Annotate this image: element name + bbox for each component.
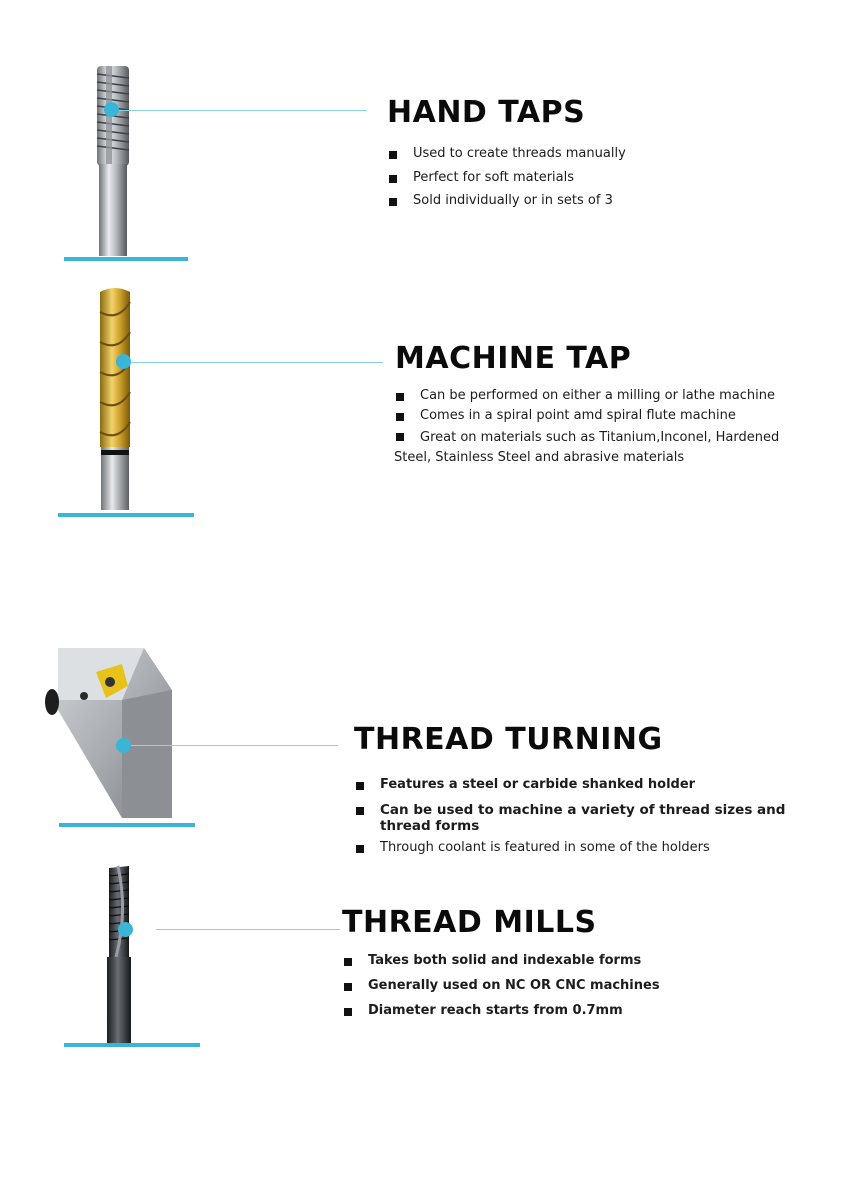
bullet-item: Great on materials such as Titanium,Inconel, Hardened Steel, Stainless Steel and abrasive materials [394, 430, 780, 465]
bullet-item: Comes in a spiral point amd spiral flute machine [394, 408, 804, 423]
bullet-item: Can be performed on either a milling or lathe machine [394, 388, 804, 403]
square-bullet-icon [344, 958, 352, 966]
callout-line [156, 929, 340, 930]
section-title: THREAD MILLS [342, 905, 597, 940]
section-title: THREAD TURNING [354, 722, 663, 757]
square-bullet-icon [356, 782, 364, 790]
bullet-list [387, 146, 827, 208]
bullet-item: Generally used on NC OR CNC machines [342, 978, 782, 993]
base-line [64, 257, 188, 261]
square-bullet-icon [389, 175, 397, 183]
thread-mill-image [98, 862, 140, 1047]
base-line [64, 1043, 200, 1047]
bullet-item: Features a steel or carbide shanked holder [354, 777, 834, 792]
square-bullet-icon [389, 198, 397, 206]
square-bullet-icon [344, 983, 352, 991]
callout-line [131, 745, 338, 746]
thread-turning-holder-image [44, 640, 184, 825]
square-bullet-icon [396, 433, 404, 441]
section-title: HAND TAPS [387, 95, 586, 130]
square-bullet-icon [356, 807, 364, 815]
base-line [58, 513, 194, 517]
callout-dot [118, 922, 133, 937]
bullet-item: Used to create threads manually [387, 146, 827, 161]
square-bullet-icon [396, 393, 404, 401]
callout-dot [116, 354, 131, 369]
square-bullet-icon [356, 845, 364, 853]
callout-dot [104, 102, 119, 117]
bullet-item: Sold individually or in sets of 3 [387, 193, 827, 208]
section-title: MACHINE TAP [395, 341, 632, 376]
hand-tap-image [88, 60, 138, 260]
bullet-item: Perfect for soft materials [387, 170, 827, 185]
callout-line [119, 110, 367, 111]
bullet-list [394, 388, 804, 468]
square-bullet-icon [396, 413, 404, 421]
bullet-list [342, 953, 782, 1018]
callout-dot [116, 738, 131, 753]
square-bullet-icon [344, 1008, 352, 1016]
bullet-item: Takes both solid and indexable forms [342, 953, 782, 968]
callout-line [131, 362, 383, 363]
bullet-item: Through coolant is featured in some of the holders [354, 840, 834, 855]
bullet-item: Can be used to machine a variety of thread sizes and thread forms [354, 802, 834, 834]
square-bullet-icon [389, 151, 397, 159]
bullet-item: Diameter reach starts from 0.7mm [342, 1003, 782, 1018]
base-line [59, 823, 195, 827]
machine-tap-image [90, 282, 140, 512]
bullet-list [354, 777, 834, 855]
